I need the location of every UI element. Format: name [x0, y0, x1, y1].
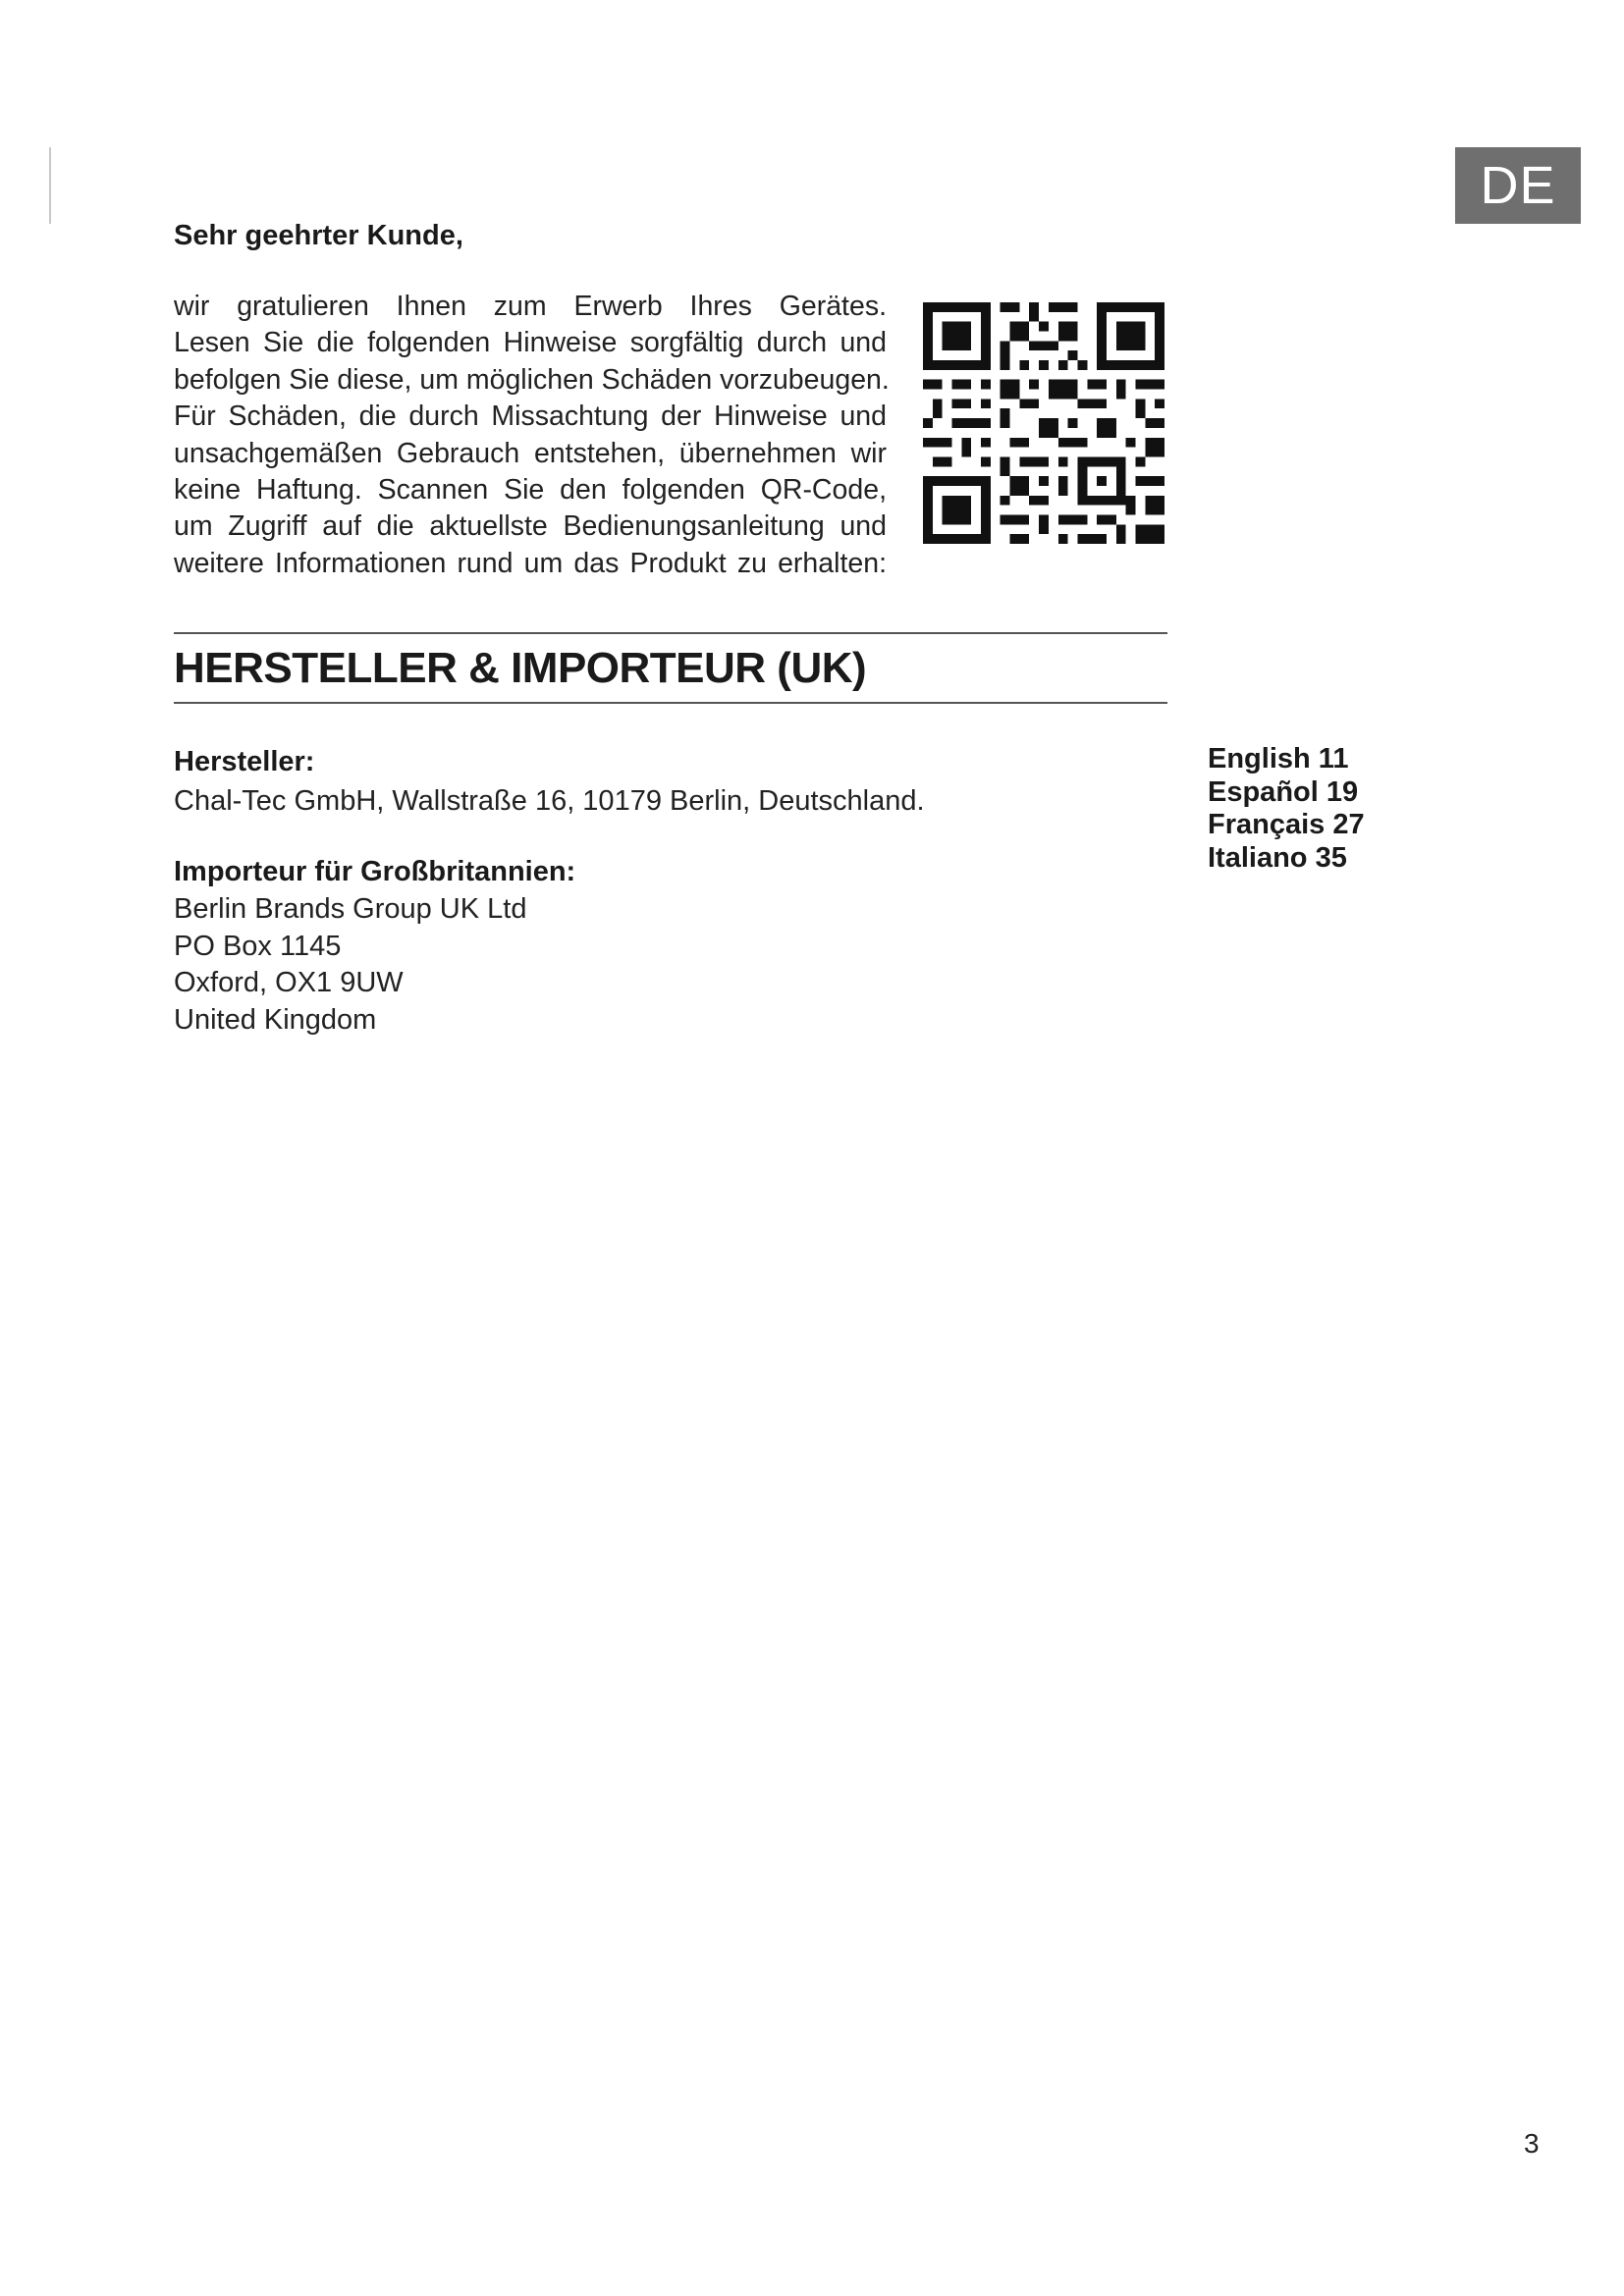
address-line: United Kingdom: [174, 1003, 377, 1036]
intro-line: weitere Informationen rund um das Produkt zu erhalten:: [174, 547, 887, 579]
manufacturer-label: Hersteller:: [174, 746, 315, 777]
margin-line: [49, 147, 51, 224]
address-line: PO Box 1145: [174, 930, 342, 962]
toc-item-english[interactable]: English 11: [1208, 743, 1349, 774]
language-tab: DE: [1455, 147, 1581, 224]
intro-line: unsachgemäßen Gebrauch entstehen, übernehmen wir: [174, 437, 887, 469]
address-line: Oxford, OX1 9UW: [174, 967, 404, 998]
page-number: 3: [1524, 2128, 1540, 2159]
heading-rule-top: [174, 632, 1167, 634]
intro-line: Für Schäden, die durch Missachtung der Hinweise und: [174, 400, 887, 433]
section-heading: HERSTELLER & IMPORTEUR (UK): [174, 644, 867, 692]
intro-line: um Zugriff auf die aktuellste Bedienungsanleitung und: [174, 510, 887, 543]
qr-code-icon[interactable]: [923, 302, 1164, 544]
language-toc: [1208, 743, 1365, 875]
intro-line: befolgen Sie diese, um möglichen Schäden vorzubeugen.: [174, 363, 890, 396]
greeting: Sehr geehrter Kunde,: [174, 220, 463, 251]
intro-line: Lesen Sie die folgenden Hinweise sorgfältig durch und: [174, 327, 887, 359]
toc-item-espanol[interactable]: Español 19: [1208, 775, 1359, 808]
intro-line: keine Haftung. Scannen Sie den folgenden QR-Code,: [174, 474, 887, 507]
importer-label: Importeur für Großbritannien:: [174, 856, 576, 887]
address-line: Berlin Brands Group UK Ltd: [174, 893, 527, 925]
intro-paragraph: [174, 289, 890, 582]
toc-item-italiano[interactable]: Italiano 35: [1208, 841, 1347, 874]
manufacturer-value: Chal-Tec GmbH, Wallstraße 16, 10179 Berlin, Deutschland.: [174, 785, 925, 817]
importer-address: [174, 891, 526, 1039]
toc-item-francais[interactable]: Français 27: [1208, 809, 1365, 840]
intro-line: wir gratulieren Ihnen zum Erwerb Ihres Gerätes.: [174, 291, 887, 322]
heading-rule-bottom: [174, 702, 1167, 704]
